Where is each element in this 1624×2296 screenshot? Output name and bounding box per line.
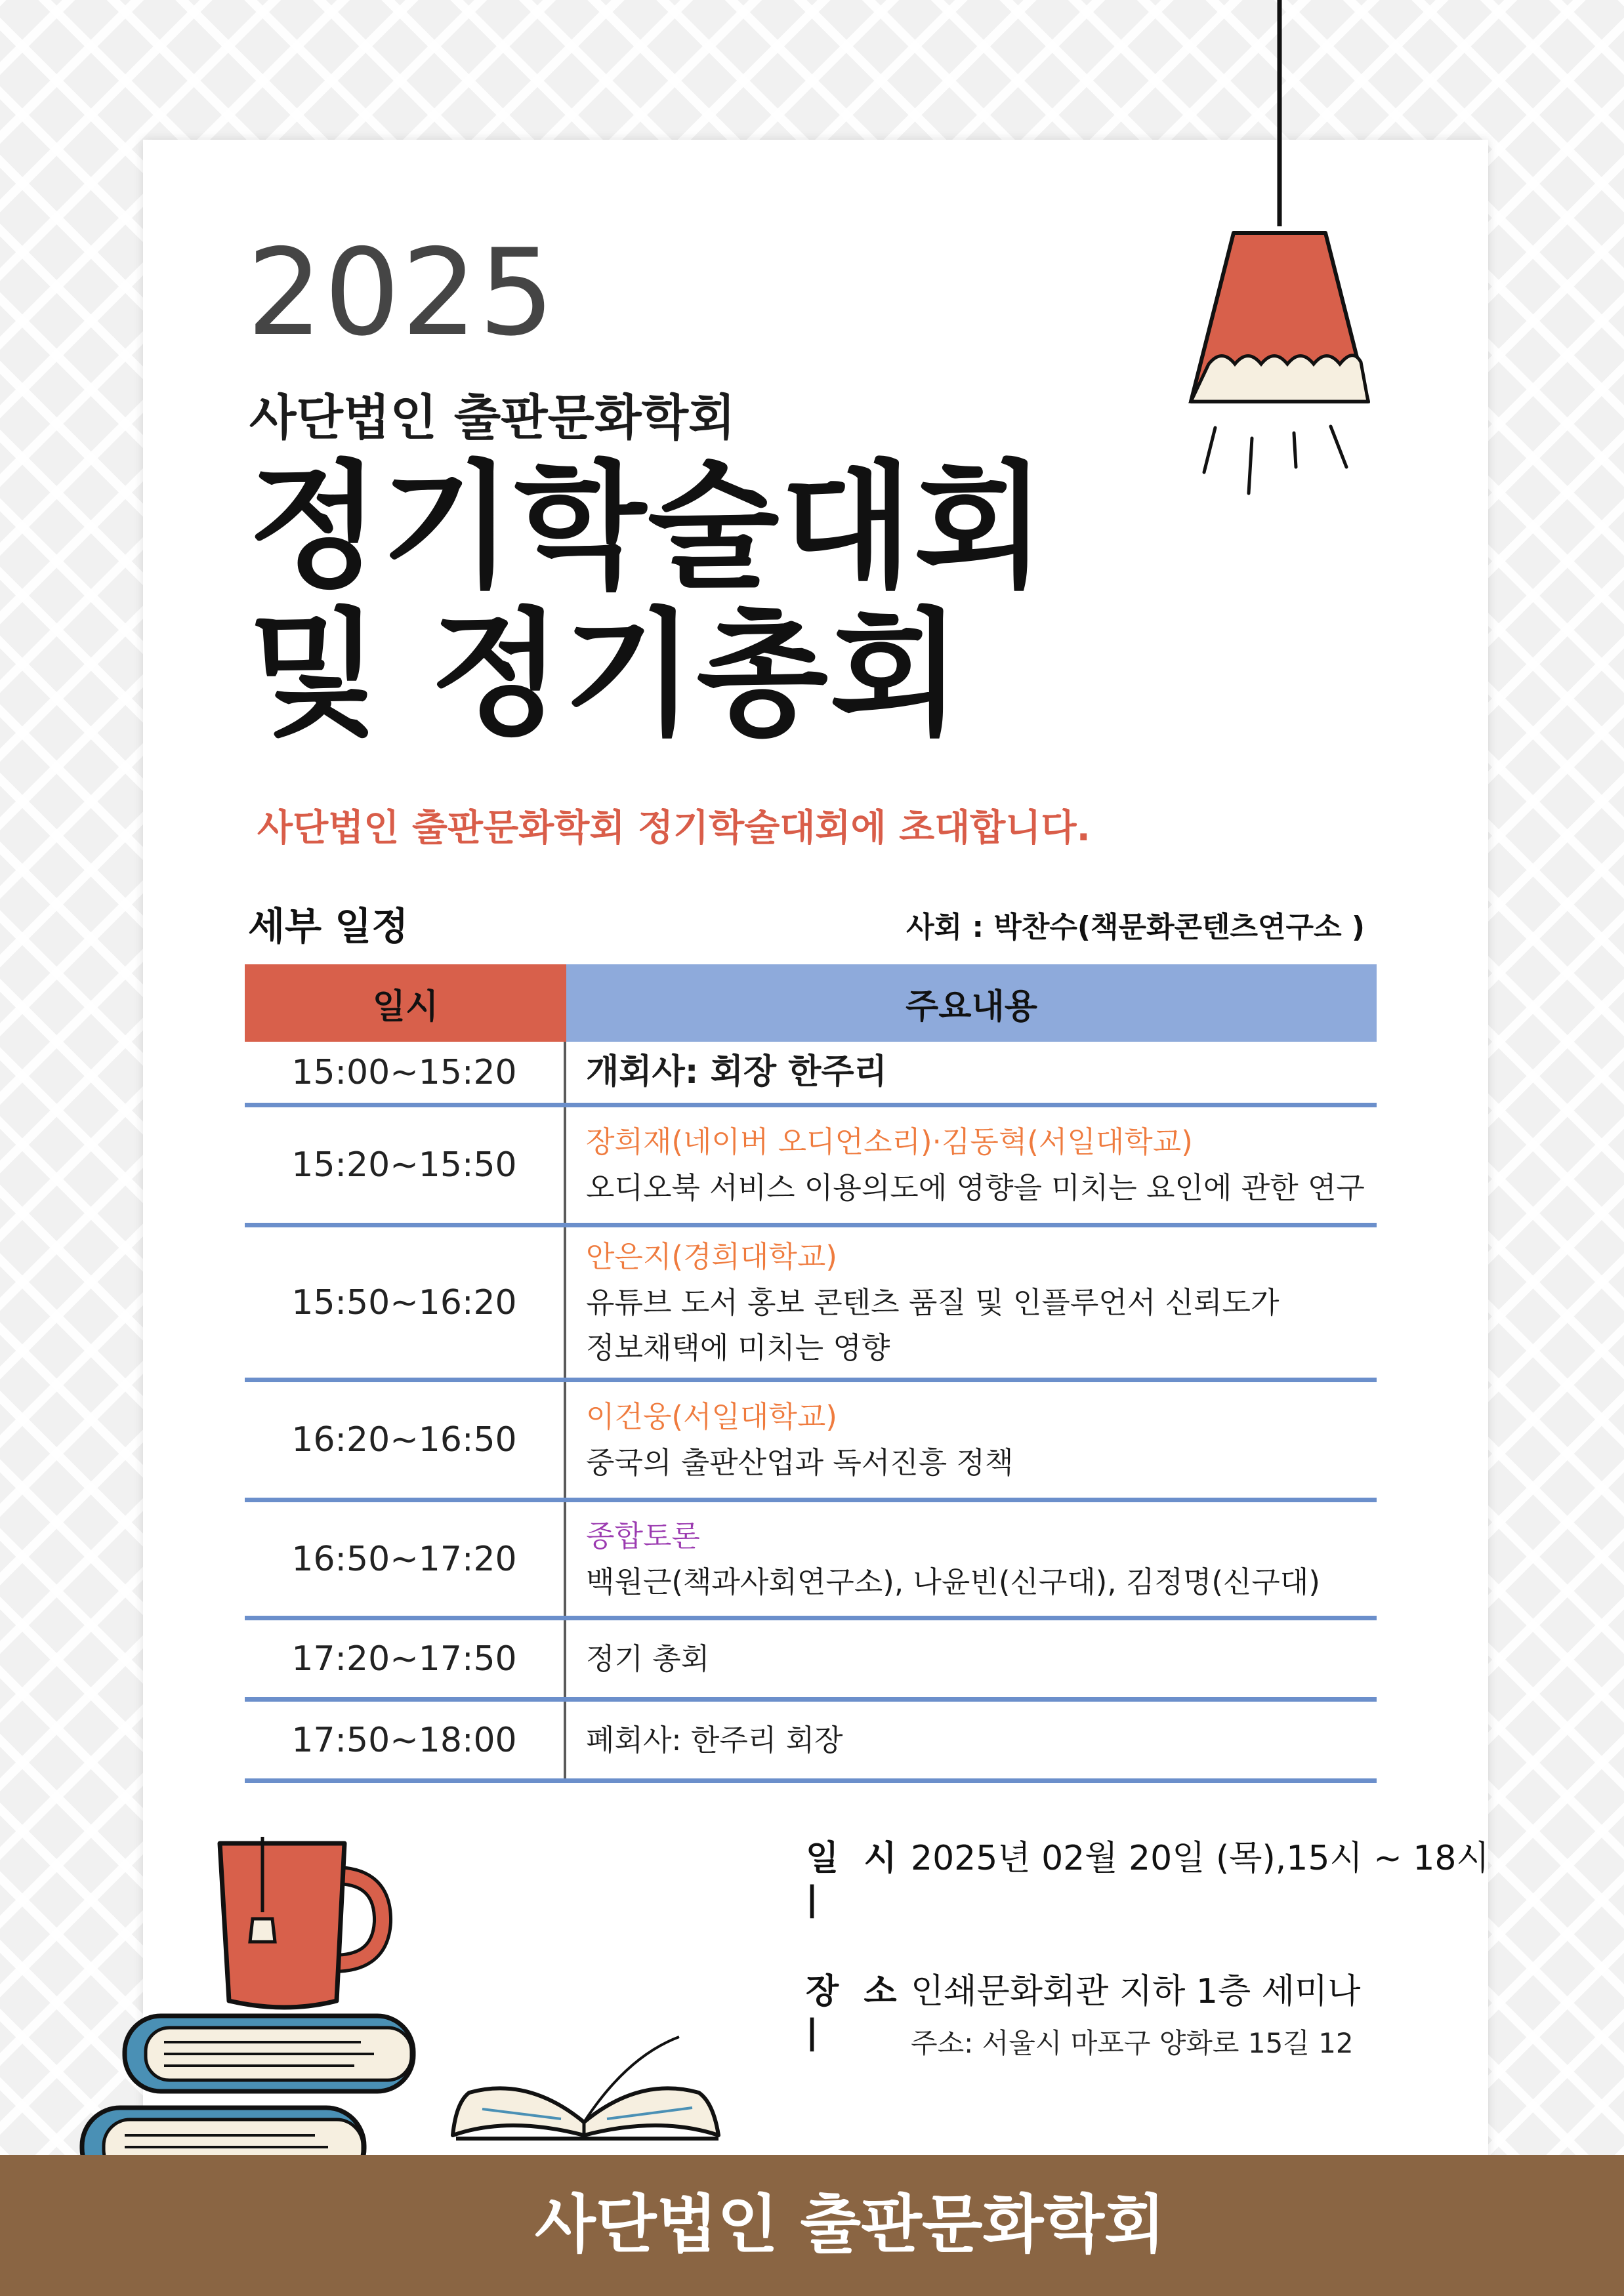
schedule-row xyxy=(245,1382,1377,1502)
row-text: 폐회사: 한주리 회장 xyxy=(586,1722,843,1757)
schedule-row xyxy=(245,1620,1377,1702)
event-address: 주소: 서울시 마포구 양화로 15길 12 xyxy=(911,2027,1354,2059)
schedule-row xyxy=(245,1107,1377,1227)
invitation-text: 사단법인 출판문화학회 정기학술대회에 초대합니다. xyxy=(257,807,1091,850)
row-speaker: 종합토론 xyxy=(586,1518,700,1553)
row-text: 정보채택에 미치는 영향 xyxy=(586,1330,890,1366)
row-text: 개회사: 회장 한주리 xyxy=(586,1052,887,1092)
row-time: 16:50~17:20 xyxy=(245,1502,566,1616)
row-content xyxy=(566,1702,1377,1778)
coffee-mug-icon xyxy=(207,1824,404,2020)
row-speaker: 안은지(경희대학교) xyxy=(586,1239,837,1274)
schedule-header-row xyxy=(245,964,1377,1042)
row-content xyxy=(566,1382,1377,1498)
event-info xyxy=(806,1830,1489,2061)
header-content: 주요내용 xyxy=(566,964,1377,1042)
event-place-row xyxy=(806,1963,1489,2061)
hanging-lamp-icon xyxy=(1175,0,1385,512)
row-text: 유튜브 도서 홍보 콘텐츠 품질 및 인플루언서 신뢰도가 xyxy=(586,1284,1280,1320)
row-content xyxy=(566,1227,1377,1378)
schedule-section-title: 세부 일정 xyxy=(248,904,409,949)
organization-subtitle: 사단법인 출판문화학회 xyxy=(249,390,736,446)
row-time: 16:20~16:50 xyxy=(245,1382,566,1498)
schedule-row xyxy=(245,1227,1377,1382)
event-date-value: 2025년 02월 20일 (목),15시 ~ 18시 xyxy=(911,1839,1489,1878)
row-time: 17:50~18:00 xyxy=(245,1702,566,1778)
row-time: 15:00~15:20 xyxy=(245,1042,566,1103)
row-time: 15:50~16:20 xyxy=(245,1227,566,1378)
row-speaker: 장희재(네이버 오디언소리)·김동혁(서일대학교) xyxy=(586,1124,1193,1160)
row-text: 중국의 출판산업과 독서진흥 정책 xyxy=(586,1445,1014,1480)
open-book-icon xyxy=(443,2030,732,2155)
row-text: 정기 총회 xyxy=(586,1641,710,1676)
event-date-label: 일 시 | xyxy=(806,1839,904,1919)
schedule-row xyxy=(245,1502,1377,1620)
row-content xyxy=(566,1042,1377,1103)
row-text: 백원근(책과사회연구소), 나윤빈(신구대), 김정명(신구대) xyxy=(586,1564,1320,1599)
schedule-table xyxy=(245,964,1377,1783)
page-title-line-1: 정기학술대회 xyxy=(248,448,1047,607)
host-label: 사회 : 박찬수(책문화콘텐츠연구소 ) xyxy=(906,911,1365,944)
row-text: 오디오북 서비스 이용의도에 영향을 미치는 요인에 관한 연구 xyxy=(586,1170,1365,1205)
row-speaker: 이건웅(서일대학교) xyxy=(586,1399,837,1435)
row-time: 17:20~17:50 xyxy=(245,1620,566,1697)
header-date: 일시 xyxy=(245,964,566,1042)
schedule-row xyxy=(245,1042,1377,1107)
row-content xyxy=(566,1502,1377,1616)
row-content xyxy=(566,1107,1377,1223)
event-year: 2025 xyxy=(247,223,556,362)
schedule-row xyxy=(245,1702,1377,1783)
row-time: 15:20~15:50 xyxy=(245,1107,566,1223)
event-place-block xyxy=(911,1963,1360,2061)
event-place-value: 인쇄문화회관 지하 1층 세미나 xyxy=(911,1972,1361,2011)
event-place-label: 장 소 | xyxy=(806,1972,904,2052)
event-date-row xyxy=(806,1830,1489,1919)
page-title-line-2: 및 정기총회 xyxy=(248,596,963,754)
footer-organization: 사단법인 출판문화학회 xyxy=(535,2188,1165,2261)
row-content xyxy=(566,1620,1377,1697)
